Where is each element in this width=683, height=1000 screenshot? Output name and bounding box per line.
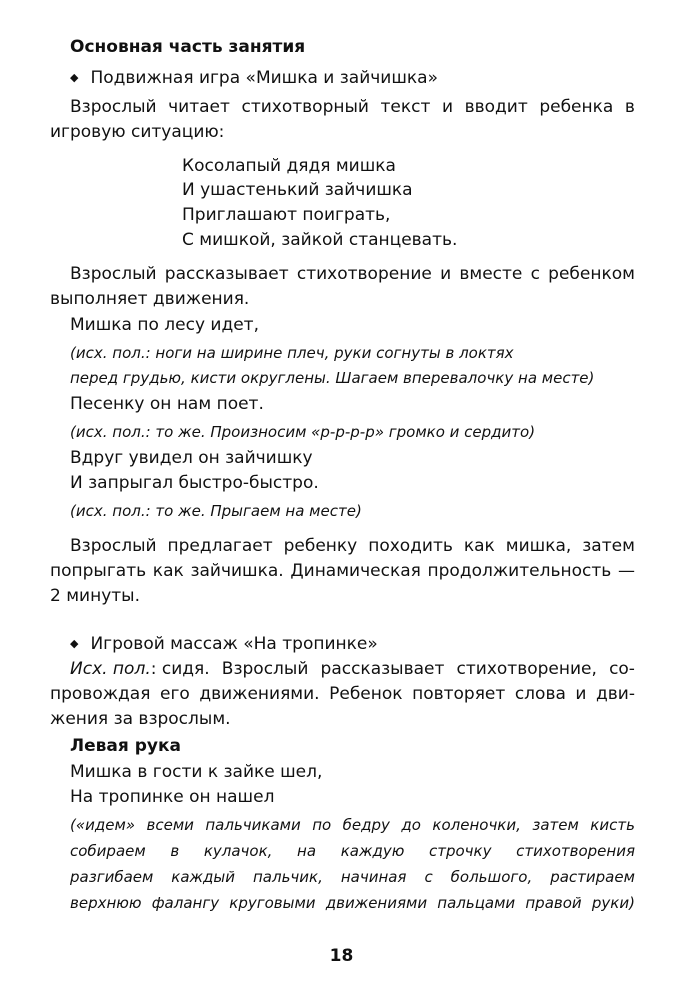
word: попрыгать (50, 561, 147, 581)
word: вводит (464, 97, 528, 117)
word: стихотворение (296, 264, 432, 284)
word: стихотворения (516, 842, 635, 860)
word: — (617, 561, 635, 581)
note-line: (исх. пол.: то же. Произносим «р-р-р-р» громко и сердито) (70, 423, 536, 441)
word: зайчишка. (190, 561, 284, 581)
game1-title (70, 67, 438, 91)
note-line: перед грудью, кисти округлены. Шагаем вперевалочку на месте) (70, 369, 595, 387)
verse-line: Песенку он нам поет. (70, 394, 264, 414)
word: руки) (591, 894, 635, 912)
word: стихотворение, (456, 659, 597, 679)
game2-note-line3 (70, 866, 635, 888)
word: движениями. (199, 684, 320, 704)
verse-line: Мишка по лесу идет, (70, 315, 259, 335)
word: повторяет (412, 684, 506, 704)
game2-title-text: Игровой массаж «На тропинке» (90, 634, 378, 654)
word: верхнюю (70, 894, 142, 912)
word: в (624, 97, 635, 117)
word: на (297, 842, 317, 860)
game2-note-line4 (70, 892, 635, 914)
word: дви- (596, 684, 635, 704)
word: рассказывает (320, 659, 445, 679)
word: фалангу (151, 894, 220, 912)
word: правой (525, 894, 582, 912)
word: со- (609, 659, 635, 679)
word: в (170, 842, 180, 860)
game1-intro-line1 (70, 96, 635, 118)
word: до (401, 816, 421, 834)
word: начиная (340, 868, 407, 886)
subheading-left-hand: Левая рука (70, 736, 181, 756)
game1-offer-line1 (70, 535, 635, 557)
word: Ребенок (329, 684, 403, 704)
word: («идем» (70, 816, 136, 834)
verse-line: На тропинке он нашел (70, 787, 275, 807)
word: с (530, 264, 540, 284)
game1-offer-line2 (50, 560, 635, 582)
word: разгибаем (70, 868, 154, 886)
word: большого, (450, 868, 533, 886)
note-line: (исх. пол.: ноги на ширине плеч, руки согнуты в локтях (70, 344, 514, 362)
verse-line: Вдруг увидел он зайчишку (70, 448, 313, 468)
word: продолжительность (427, 561, 612, 581)
word: по (312, 816, 332, 834)
word: движениями (325, 894, 428, 912)
word: текст (380, 97, 431, 117)
word: Динамическая (290, 561, 421, 581)
poem-line: Косолапый дядя мишка (182, 156, 396, 176)
game2-line1 (70, 658, 635, 680)
word: круговыми (229, 894, 316, 912)
game2-note-line1 (70, 814, 635, 836)
note-line: (исх. пол.: то же. Прыгаем на месте) (70, 502, 362, 520)
word: пальцами (437, 894, 516, 912)
game1-intro-line2: игровую ситуацию: (50, 122, 225, 142)
game1-title-text: Подвижная игра «Мишка и зайчишка» (90, 68, 438, 88)
word: кисть (590, 816, 635, 834)
word: как (152, 561, 184, 581)
word: Взрослый (70, 97, 157, 117)
game2-line2 (50, 683, 635, 705)
poem-line: Приглашают поиграть, (182, 205, 391, 225)
word: предлагает (167, 536, 273, 556)
word: рассказывает (164, 264, 289, 284)
word: вместе (459, 264, 523, 284)
game2-title (70, 633, 378, 657)
poem-line: И ушастенький зайчишка (182, 180, 413, 200)
word: Взрослый (221, 659, 309, 679)
word: стихотворный (241, 97, 369, 117)
word: всеми (146, 816, 194, 834)
word: пальчиками (205, 816, 301, 834)
word: строчку (428, 842, 492, 860)
initial-position-label: Исх. пол. (70, 659, 151, 679)
verse-line: Мишка в гости к зайке шел, (70, 762, 323, 782)
word: слова (514, 684, 566, 704)
bullet-icon: ◆ (70, 71, 79, 84)
word: : сидя. (150, 659, 210, 679)
word: бедру (342, 816, 390, 834)
word: кулачок, (203, 842, 273, 860)
word: ребенка (539, 97, 614, 117)
word: провождая (50, 684, 151, 704)
game1-offer-line3: 2 минуты. (50, 586, 140, 606)
word: ребенку (283, 536, 358, 556)
word: коленочки, (432, 816, 521, 834)
verse-line: И запрыгал быстро-быстро. (70, 473, 319, 493)
section-heading: Основная часть занятия (70, 37, 306, 57)
word: походить (368, 536, 453, 556)
game2-line3: жения за взрослым. (50, 709, 231, 729)
word: каждую (340, 842, 405, 860)
word: ребенком (548, 264, 635, 284)
word: мишка, (505, 536, 572, 556)
word: и (575, 684, 587, 704)
page-number: 18 (329, 946, 354, 966)
word: его (159, 684, 190, 704)
word: затем (532, 816, 579, 834)
word: и (441, 97, 454, 117)
word: с (424, 868, 433, 886)
game1-tells-line1 (70, 263, 635, 285)
word: пальчик, (252, 868, 323, 886)
word: читает (168, 97, 230, 117)
word: затем (582, 536, 635, 556)
word: как (463, 536, 495, 556)
word: каждый (171, 868, 236, 886)
game2-note-line2 (70, 840, 635, 862)
word: Взрослый (70, 264, 157, 284)
poem-line: С мишкой, зайкой станцевать. (182, 230, 458, 250)
word: Взрослый (70, 536, 157, 556)
bullet-icon: ◆ (70, 637, 79, 650)
word: собираем (70, 842, 146, 860)
word: растираем (550, 868, 635, 886)
game1-tells-line2: выполняет движения. (50, 289, 250, 309)
word: и (440, 264, 452, 284)
